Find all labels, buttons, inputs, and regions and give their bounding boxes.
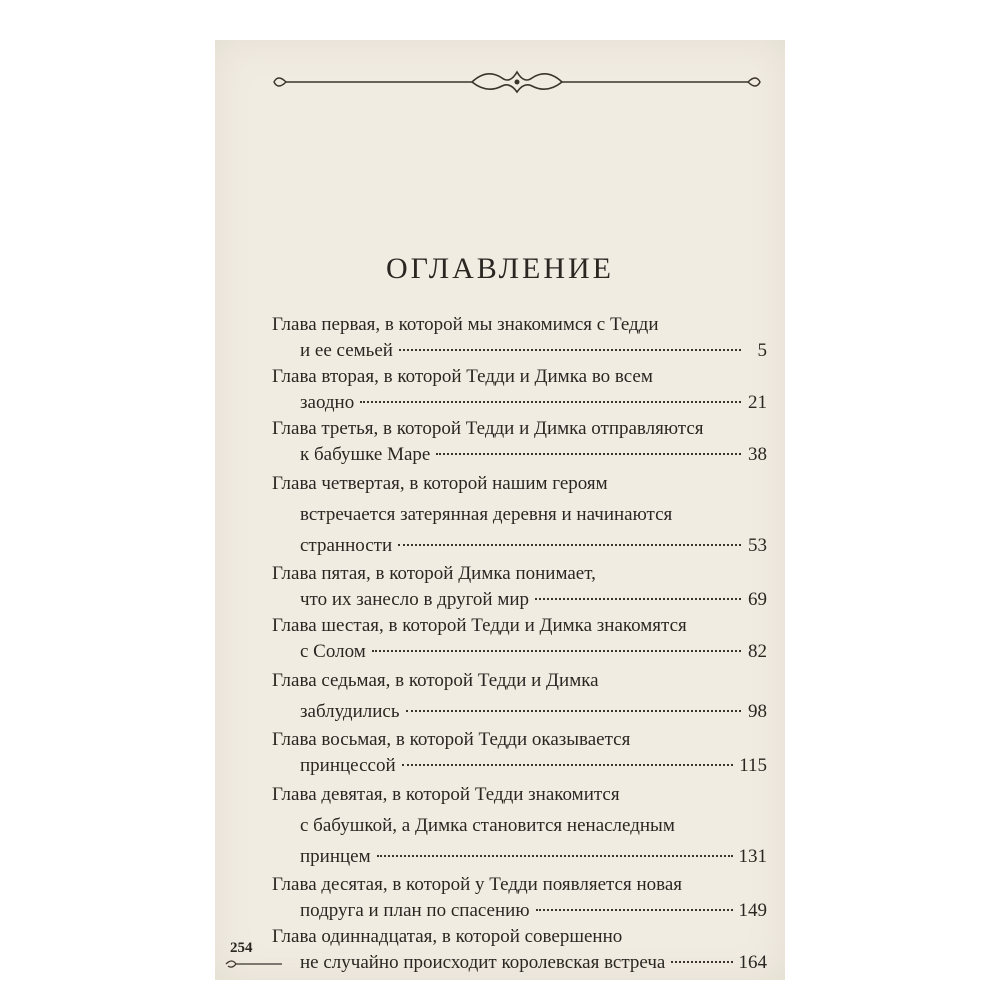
toc-entry-10-line-2: подруга и план по спасению 149 [272, 898, 767, 924]
toc-entry-6-line-2: с Солом 82 [272, 639, 767, 665]
toc-page-number: 5 [757, 340, 767, 361]
toc-entry-8-line-2: принцессой 115 [272, 753, 767, 779]
toc-entry-8-line-1: Глава восьмая, в которой Тедди оказывается [272, 729, 631, 750]
table-of-contents [272, 312, 767, 976]
toc-entry-11-line-1: Глава одиннадцатая, в которой совершенно [272, 926, 623, 947]
toc-page-number: 53 [748, 535, 767, 556]
toc-entry-1-line-2: и ее семьей 5 [272, 338, 767, 364]
toc-page-number: 82 [748, 641, 767, 662]
toc-page-number: 98 [748, 701, 767, 722]
footer-ornament [224, 958, 284, 970]
toc-entry-2-line-2: заодно 21 [272, 390, 767, 416]
toc-page-number: 115 [739, 755, 767, 776]
toc-entry-4-line-3: странности 53 [272, 530, 767, 561]
toc-entry-4-line-1: Глава четвертая, в которой нашим героям [272, 473, 608, 494]
header-ornament [272, 62, 762, 102]
toc-entry-4-line-2: встречается затерянная деревня и начинаются [300, 504, 673, 525]
toc-page-number: 131 [738, 846, 767, 867]
toc-entry-3-line-1: Глава третья, в которой Тедди и Димка отправляются [272, 418, 704, 439]
toc-entry-5-line-1: Глава пятая, в которой Димка понимает, [272, 563, 596, 584]
toc-entry-2-line-1: Глава вторая, в которой Тедди и Димка во всем [272, 366, 653, 387]
toc-page-number: 69 [748, 589, 767, 610]
toc-page-number: 21 [748, 392, 767, 413]
toc-entry-5-line-2: что их занесло в другой мир 69 [272, 587, 767, 613]
toc-entry-10-line-1: Глава десятая, в которой у Тедди появляется новая [272, 874, 683, 895]
toc-page-number: 149 [738, 900, 767, 921]
toc-entry-1-line-1: Глава первая, в которой мы знакомимся с Тедди [272, 314, 659, 335]
toc-entry-6-line-1: Глава шестая, в которой Тедди и Димка знакомятся [272, 615, 687, 636]
toc-entry-7-line-1: Глава седьмая, в которой Тедди и Димка [272, 670, 599, 691]
toc-entry-11-line-2: не случайно происходит королевская встреча 164 [272, 950, 767, 976]
toc-page-number: 164 [738, 952, 767, 973]
toc-entry-7-line-2: заблудились 98 [272, 696, 767, 727]
page-title: ОГЛАВЛЕНИЕ [386, 252, 614, 285]
toc-entry-9-line-2: с бабушкой, а Димка становится ненаследным [300, 815, 675, 836]
toc-entry-9-line-1: Глава девятая, в которой Тедди знакомится [272, 784, 620, 805]
toc-entry-9-line-3: принцем 131 [272, 841, 767, 872]
toc-entry-3-line-2: к бабушке Маре 38 [272, 442, 767, 468]
page-number: 254 [230, 940, 253, 956]
toc-page-number: 38 [748, 444, 767, 465]
